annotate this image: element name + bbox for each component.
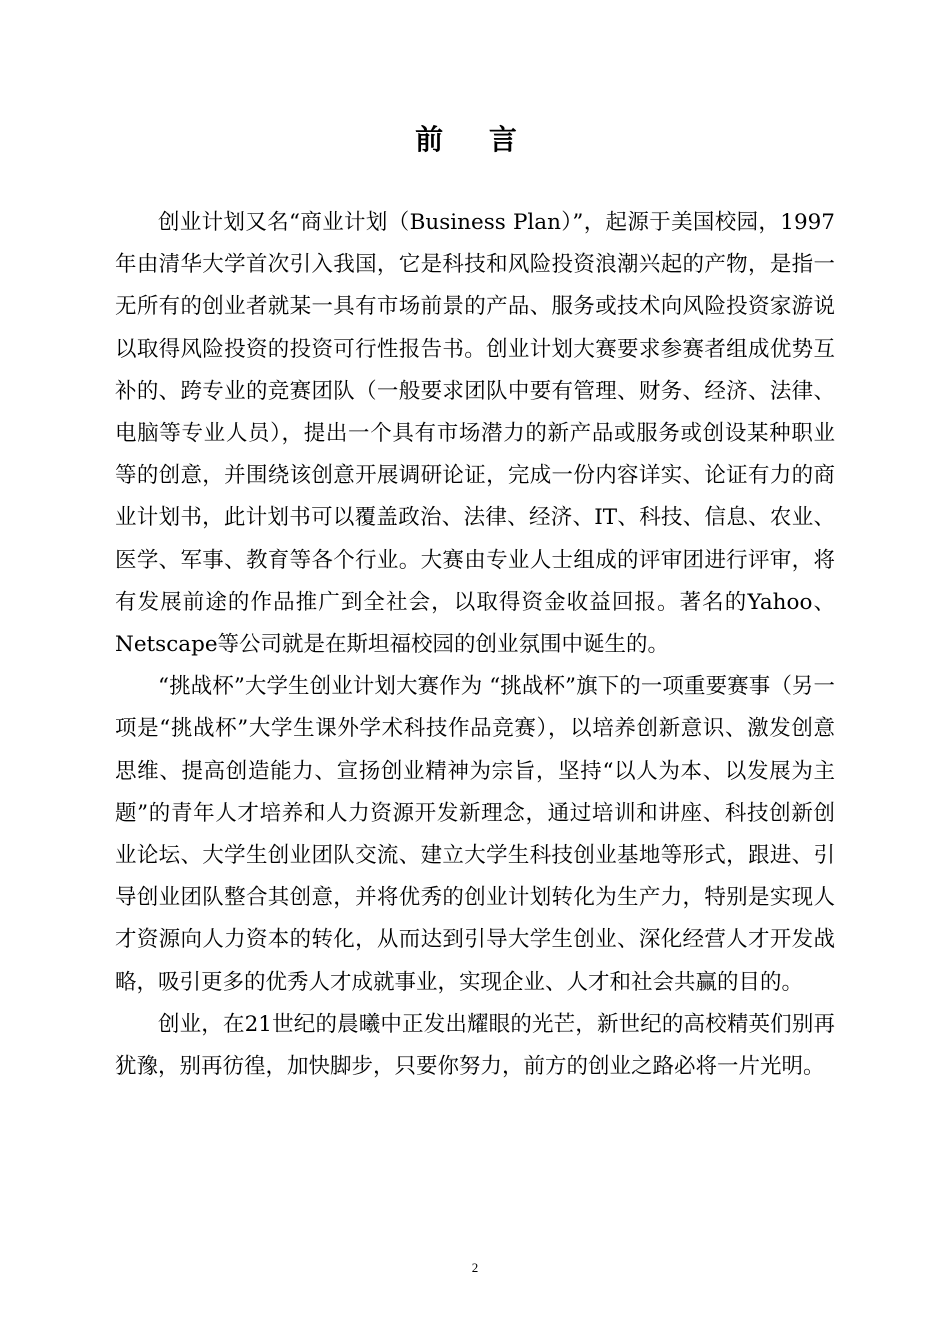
paragraph-challenge-cup: “挑战杯”大学生创业计划大赛作为 “挑战杯”旗下的一项重要赛事（另一项是“挑战杯”大学生课外学术科技作品竞赛），以培养创新意识、激发创意思维、提高创造能力、宣扬创业精神为宗旨，坚持“以人为本、以发展为主题”的青年人才培养和人力资源开发新理念，通过培训和讲座、科技创新创业论坛、大学生创业团队交流、建立大学生科技创业基地等形式，跟进、引导创业团队整合其创意，并将优秀的创业计划转化为生产力，特别是实现人才资源向人力资本的转化，从而达到引导大学生创业、深化经营人才开发战略，吸引更多的优秀人才成就事业，实现企业、人才和社会共赢的目的。 xyxy=(115,674,835,995)
body-text xyxy=(115,202,835,1088)
paragraph-closing: 创业，在21世纪的晨曦中正发出耀眼的光芒，新世纪的高校精英们别再犹豫，别再彷徨，加快脚步，只要你努力，前方的创业之路必将一片光明。 xyxy=(115,1011,835,1080)
page-title: 前 言 xyxy=(415,123,535,156)
page-number: 2 xyxy=(471,1260,479,1275)
paragraph-intro: 创业计划又名“商业计划（Business Plan）”，起源于美国校园，1997年由清华大学首次引入我国，它是科技和风险投资浪潮兴起的产物，是指一无所有的创业者就某一具有市场前景的产品、服务或技术向风险投资家游说以取得风险投资的投资可行性报告书。创业计划大赛要求参赛者组成优势互补的、跨专业的竞赛团队（一般要求团队中要有管理、财务、经济、法律、电脑等专业人员），提出一个具有市场潜力的新产品或服务或创设某种职业等的创意，并围绕该创意开展调研论证，完成一份内容详实、论证有力的商业计划书，此计划书可以覆盖政治、法律、经济、IT、科技、信息、农业、医学、军事、教育等各个行业。大赛由专业人士组成的评审团进行评审，将有发展前途的作品推广到全社会，以取得资金收益回报。著名的Yahoo、Netscape等公司就是在斯坦福校园的创业氛围中诞生的。 xyxy=(115,210,835,658)
